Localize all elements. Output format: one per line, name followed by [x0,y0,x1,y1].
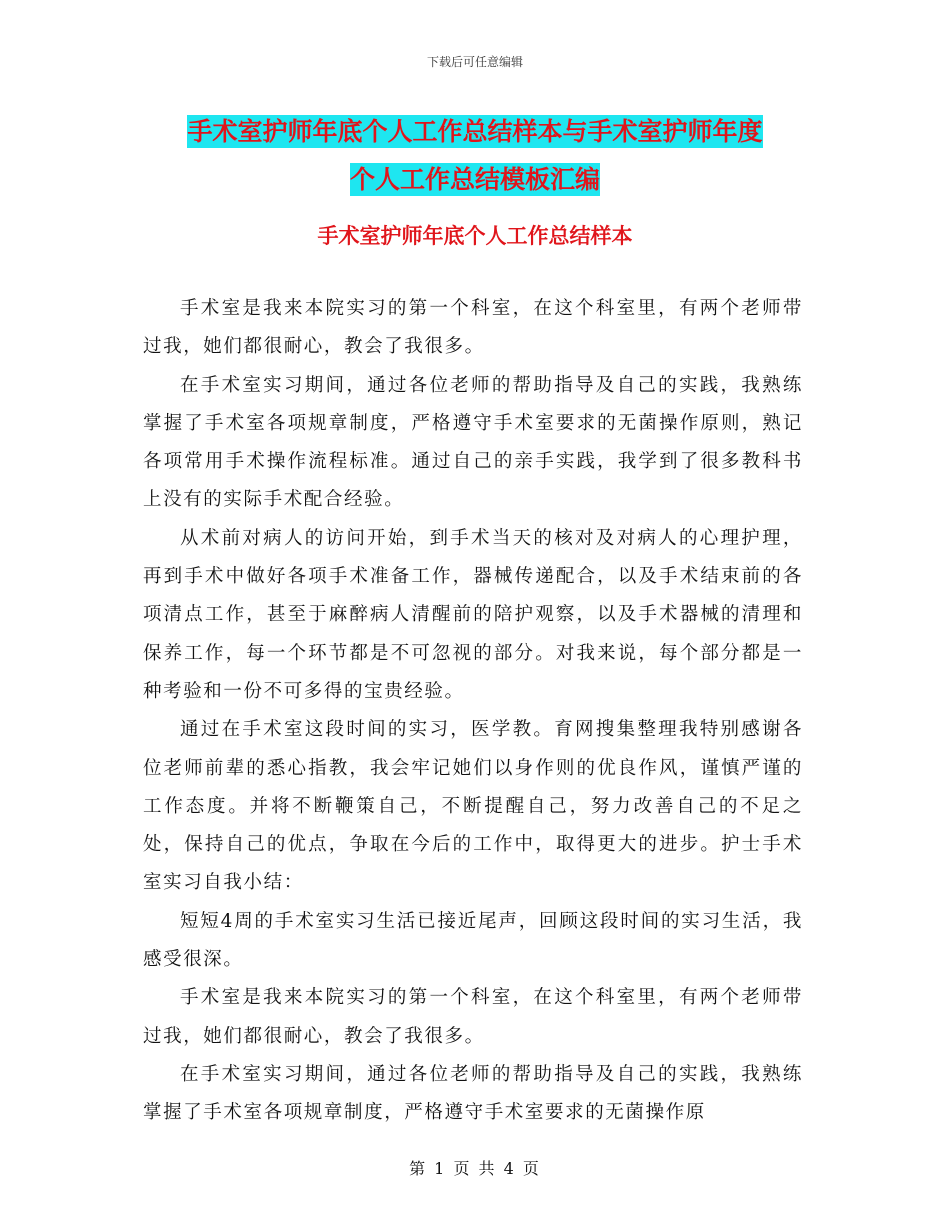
document-title-line-2 [0,156,950,204]
page-number-footer: 第 1 页 共 4 页 [409,1159,541,1178]
paragraph: 在手术室实习期间，通过各位老师的帮助指导及自己的实践，我熟练掌握了手术室各项规章制度，严格遵守手术室要求的无菌操作原则，熟记各项常用手术操作流程标准。通过自己的亲手实践，我学到了很多教科书上没有的实际手术配合经验。 [143,374,803,511]
document-body [143,290,803,1133]
paragraph: 短短4周的手术室实习生活已接近尾声，回顾这段时间的实习生活，我感受很深。 [143,910,803,971]
title-highlight-2: 个人工作总结模板汇编 [349,165,600,194]
paragraph: 手术室是我来本院实习的第一个科室，在这个科室里，有两个老师带过我，她们都很耐心，教会了我很多。 [143,987,803,1047]
title-highlight-1: 手术室护师年底个人工作总结样本与手术室护师年度 [187,117,763,146]
paragraph: 从术前对病人的访问开始，到手术当天的核对及对病人的心理护理，再到手术中做好各项手术准备工作，器械传递配合，以及手术结束前的各项清点工作，甚至于麻醉病人清醒前的陪护观察，以及手术器械的清理和保养工作，每一个环节都是不可忽视的部分。对我来说，每个部分都是一种考验和一份不可多得的宝贵经验。 [143,527,803,702]
document-title-line-1 [0,108,950,156]
paragraph: 手术室是我来本院实习的第一个科室，在这个科室里，有两个老师带过我，她们都很耐心，教会了我很多。 [143,298,803,358]
document-title [0,108,950,204]
paragraph: 在手术室实习期间，通过各位老师的帮助指导及自己的实践，我熟练掌握了手术室各项规章制度，严格遵守手术室要求的无菌操作原 [143,1063,803,1124]
section-title: 手术室护师年底个人工作总结样本 [317,224,633,248]
header-note: 下载后可任意编辑 [426,55,523,69]
paragraph: 通过在手术室这段时间的实习，医学教。育网搜集整理我特别感谢各位老师前辈的悉心指教，我会牢记她们以身作则的优良作风，谨慎严谨的工作态度。并将不断鞭策自己，不断提醒自己，努力改善自己的不足之处，保持自己的优点，争取在今后的工作中，取得更大的进步。护士手术室实习自我小结： [143,719,803,894]
